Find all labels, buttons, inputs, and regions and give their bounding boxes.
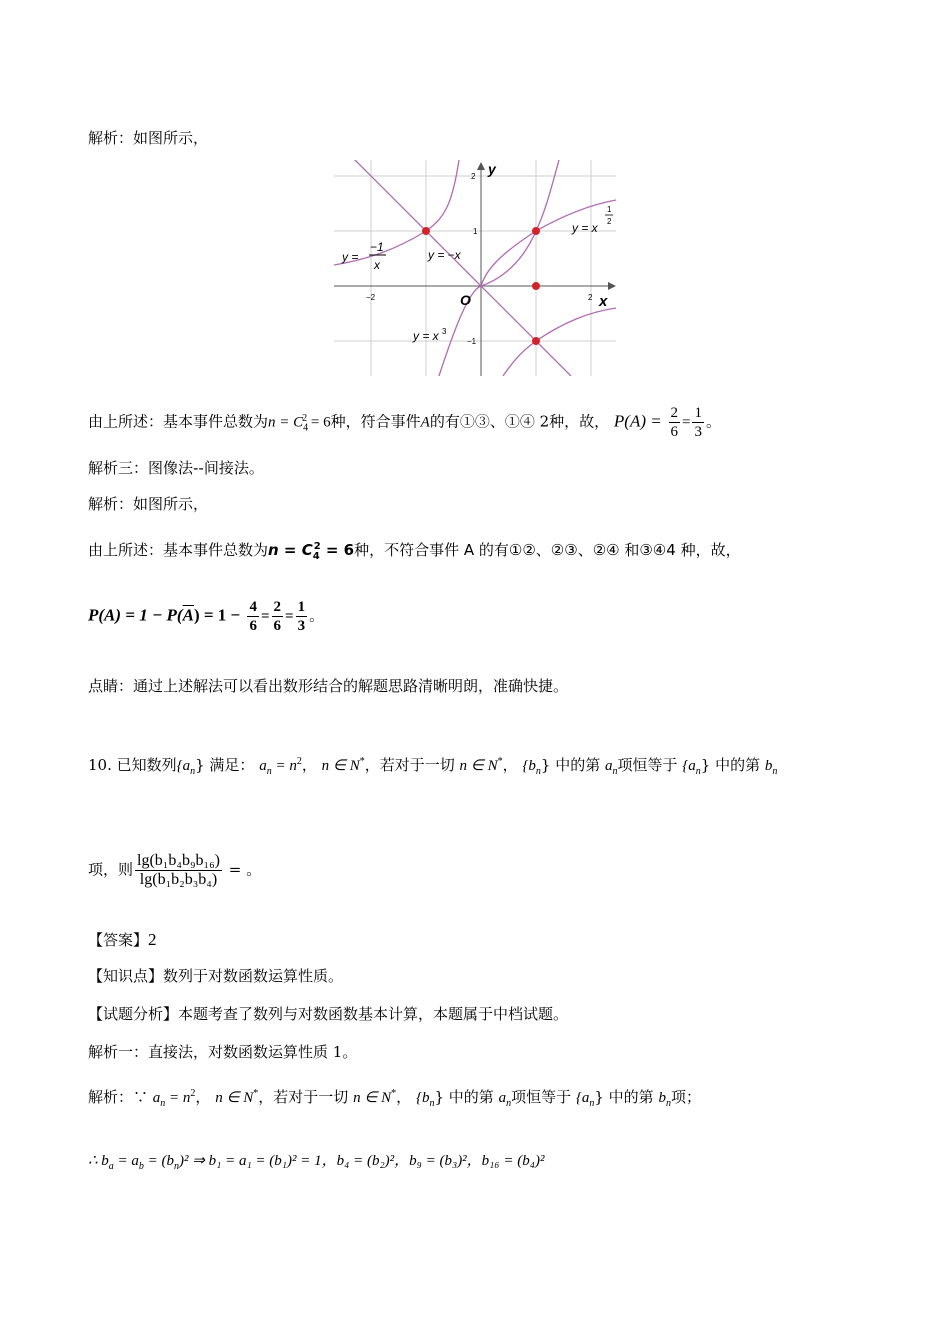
- fraction: $\frac{1}{3}$: [297, 599, 306, 634]
- curve-label-inverse-num: −1: [370, 240, 384, 254]
- analysis: 【试题分析】本题考查了数列与对数函数基本计算，本题属于中档试题。: [88, 1005, 569, 1023]
- y-arrow-icon: [477, 162, 485, 170]
- method-1: 解析一：直接法，对数函数运算性质 1。: [88, 1043, 358, 1061]
- section-title: 解析三：图像法--间接法。: [88, 459, 264, 477]
- tick-label: 2: [471, 172, 476, 181]
- curve-label-inverse: y =: [342, 250, 359, 264]
- point: [532, 337, 540, 345]
- solution-line-1: 解析：∵ $a_n = n^2$， n ∈ N*，若对于一切 n ∈ N*， $\{b_n\}$ 中的第 $a_n$项恒等于 $\{a_n\}$ 中的第 $b_n$项；: [88, 1088, 701, 1109]
- tick-label: −2: [366, 293, 376, 302]
- intro-text-2: 解析：如图所示，: [88, 495, 209, 513]
- curve-cube: [439, 160, 559, 376]
- y-axis-label: y: [488, 161, 496, 177]
- curve-label-inverse-den: x: [374, 258, 380, 272]
- tick-label: 1: [473, 227, 478, 236]
- note-text: 点睛：通过上述解法可以看出数形结合的解题思路清晰明朗，准确快捷。: [88, 677, 569, 695]
- intro-text-1: 解析：如图所示，: [88, 129, 209, 147]
- fraction: $\frac{2}{6}$: [670, 405, 679, 440]
- answer: 【答案】2: [88, 930, 157, 949]
- curve-label-sqrt: y = x: [572, 221, 598, 235]
- point: [532, 227, 540, 235]
- tick-label: −1: [467, 337, 477, 346]
- curve-label-neg-x: y = −x: [428, 248, 461, 262]
- log-fraction: $\frac{\text{lg(b₁b₄b₉b₁₆)}}{\text{lg(b₁b₂b₃b₄)}}$: [137, 852, 221, 888]
- solution-line-2: ∴ $b_a = a_b = (b_n)^2$ ⇒ b₁ = a₁ = (b₁)² = 1，b₄ = (b₂)²，b₉ = (b₃)²，b₁₆ = (b₄)²: [88, 1153, 545, 1172]
- tick-label: 2: [588, 293, 593, 302]
- curve-inverse-right: [503, 308, 616, 376]
- curve-label-cube-exp: 3: [442, 327, 447, 336]
- question-10-line-1: 10. 已知数列$\{a_n\}$ 满足： $a_n = n^2$， n ∈ N*，若对于一切 n ∈ N*， $\{b_n\}$ 中的第 $a_n$项恒等于 $\{a_n\}$ 中的第 $b_n$: [88, 756, 778, 777]
- x-axis-label: x: [599, 293, 608, 310]
- curve-label-sqrt-exp-den: 2: [607, 217, 612, 226]
- point: [422, 227, 430, 235]
- origin-label: O: [460, 292, 471, 308]
- probability-formula: $P(A) = 1 - P(\overline{A}) = 1$ − $\frac{4}{6}$ = $\frac{2}{6}$ = $\frac{1}{3}$ 。: [88, 599, 325, 634]
- summary-line-1: 由上所述：基本事件总数为$n = C_4^2 = 6$种，符合事件A的有①③、①④ 2种，故， P(A) = $\frac{2}{6}$ = $\frac{1}{3}$ 。: [88, 405, 721, 440]
- summary-line-2: 由上所述：基本事件总数为$n = C_4^2 = 6$种，不符合事件 A 的有①②、②③、②④ 和③④4 种，故，: [88, 541, 741, 562]
- curve-sqrt: [481, 200, 616, 286]
- knowledge-point: 【知识点】数列于对数函数运算性质。: [88, 967, 344, 985]
- fraction: $\frac{2}{6}$: [273, 599, 282, 634]
- question-10-line-2: 项，则 $\frac{\text{lg(b₁b₄b₉b₁₆)}}{\text{lg(b₁b₂b₃b₄)}}$ = 。: [88, 852, 262, 888]
- curve-label-cube: y = x: [413, 329, 439, 343]
- point: [532, 282, 540, 290]
- x-arrow-icon: [608, 282, 616, 290]
- function-graph: [334, 160, 616, 376]
- curve-label-sqrt-exp-num: 1: [607, 205, 612, 214]
- fraction: $\frac{1}{3}$: [694, 405, 702, 440]
- fraction: $\frac{4}{6}$: [249, 599, 257, 634]
